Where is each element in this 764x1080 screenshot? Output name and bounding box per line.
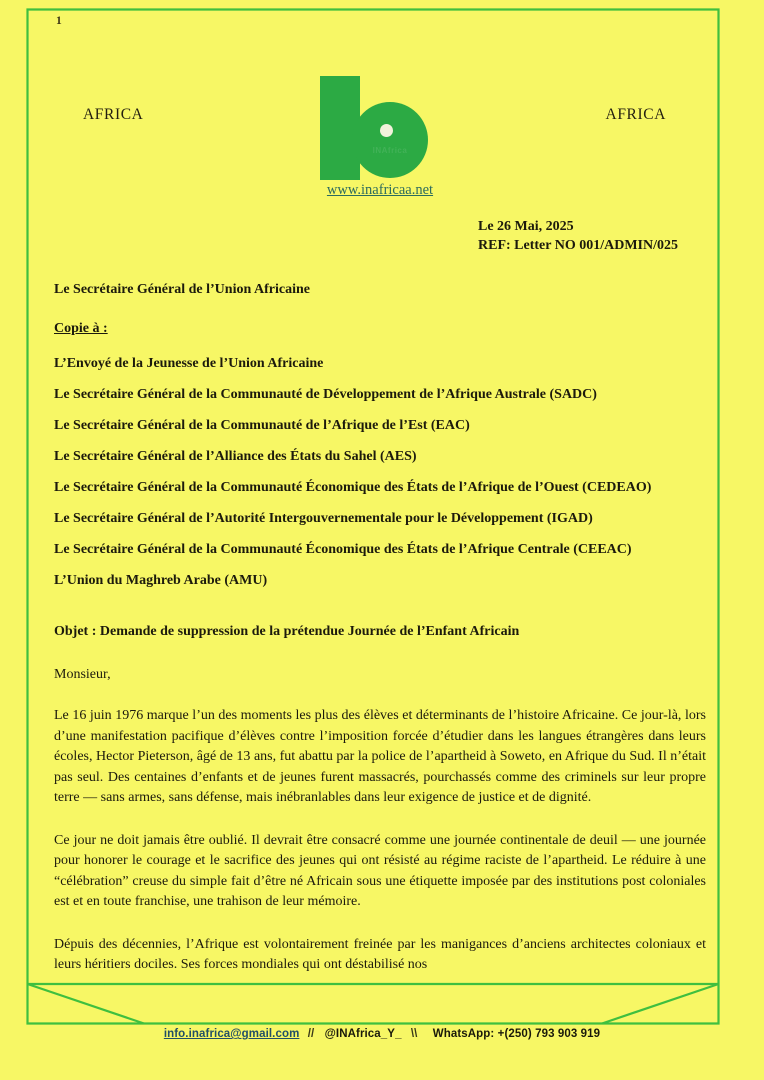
logo-inner-label: INAfrica [372,146,408,155]
list-item: L’Envoyé de la Jeunesse de l’Union Africaine [54,356,324,371]
salutation: Monsieur, [54,667,111,682]
list-item: Le Secrétaire Général de la Communauté Économique des États de l’Afrique de l’Ouest (CEDEAO) [54,480,652,495]
copy-recipient-list [54,354,706,590]
page-number: 1 [56,15,62,27]
list-item: Le Secrétaire Général de l’Alliance des États du Sahel (AES) [54,449,417,464]
subject-line: Objet : Demande de suppression de la prétendue Journée de l’Enfant Africain [54,624,520,639]
footer-email-link[interactable]: info.inafrica@gmail.com [163,1028,300,1040]
footer-social-handle[interactable]: @INAfrica_Y_ [324,1028,402,1040]
copy-to-label: Copie à : [54,321,108,336]
body-paragraph: Dépuis des décennies, l’Afrique est volontairement freinée par les manigances d’anciens architectes coloniaux et leurs héritiers dociles. Ses forces mondiales qui ont déstabilisé nos [54,936,706,972]
body-paragraph: Ce jour ne doit jamais être oublié. Il devrait être consacré comme une journée continentale de deuil — une journée pour honorer le courage et le sacrifice des jeunes qui ont résisté au régime raciste de l’apartheid. Le réduire à une “célébration” creuse du simple fait d’être né Africain sous une étiquette imposée par des institutions post coloniales est et en toute franchise, une trahison de leur mémoire. [54,832,706,909]
letter-meta [54,217,706,255]
list-item: Le Secrétaire Général de la Communauté Économique des États de l’Afrique Centrale (CEEAC) [54,542,632,557]
logo-mark-icon [314,72,446,180]
letterhead-left-word: AFRICA [83,106,144,123]
list-item: Le Secrétaire Général de l’Autorité Intergouvernementale pour le Développement (IGAD) [54,511,593,526]
footer-separator-2: \\ [410,1028,418,1040]
letter-date: Le 26 Mai, 2025 [478,219,574,234]
document-body [26,8,720,1025]
body-paragraph: Le 16 juin 1976 marque l’un des moments les plus des élèves et déterminants de l’histoire Africaine. Ce jour-là, lors d’une manifestation pacifique d’élèves contre l’imposition forcée d’étudier dans les langues étrangères dans leurs écoles, Hector Pieterson, âgé de 13 ans, fut abattu par la police de l’apartheid à Soweto, en Afrique du Sud. Il n’était pas seul. Des centaines d’enfants et de jeunes furent massacrés, pourchassés comme des criminels sur leur propre terre — sans armes, sans défense, mais inébranlables dans leur exigence de justice et de dignité. [54,708,706,805]
logo-dot-shape [380,124,393,137]
organization-logo [295,72,465,199]
list-item: Le Secrétaire Général de la Communauté de Développement de l’Afrique Australe (SADC) [54,387,597,402]
letterhead [54,72,706,212]
letterhead-right-word: AFRICA [605,106,666,123]
logo-circle-shape [352,102,428,178]
primary-recipient: Le Secrétaire Général de l’Union Africaine [54,282,310,297]
list-item: Le Secrétaire Général de la Communauté de l’Afrique de l’Est (EAC) [54,418,470,433]
footer-whatsapp: WhatsApp: +(250) 793 903 919 [432,1028,601,1040]
letter-reference: REF: Letter NO 001/ADMIN/025 [478,238,678,253]
list-item: L’Union du Maghreb Arabe (AMU) [54,573,268,588]
footer-separator-1: // [307,1028,315,1040]
footer-contact-bar [0,1028,764,1040]
website-url-link[interactable]: www.inafricaa.net [326,182,434,198]
